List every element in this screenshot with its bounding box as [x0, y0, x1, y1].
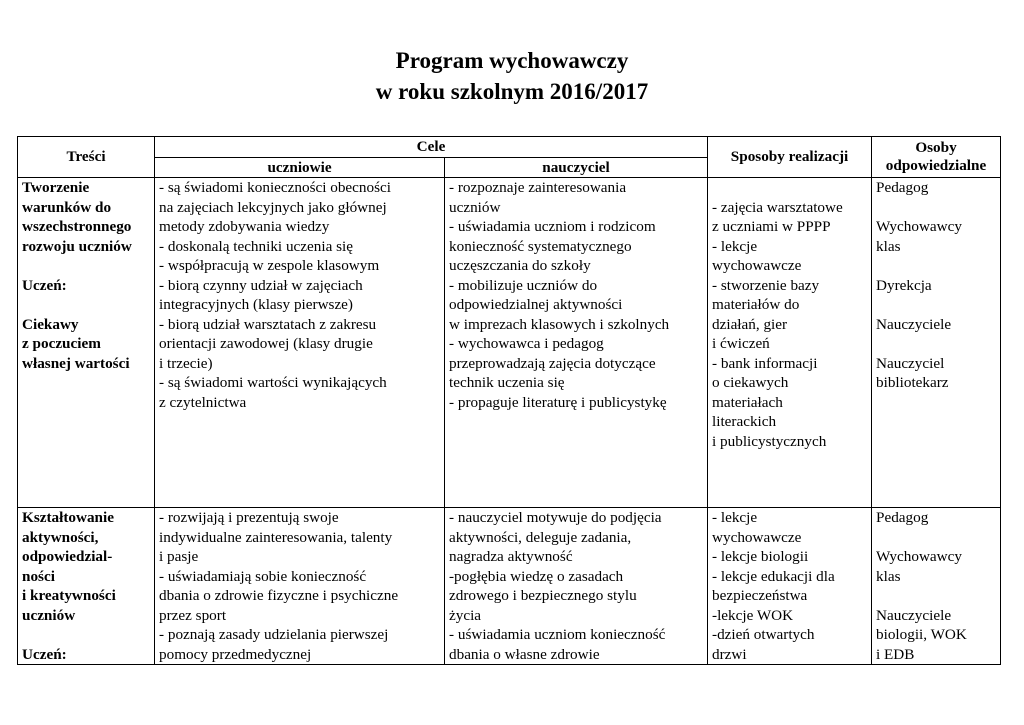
header-sposoby-realizacji: Sposoby realizacji	[708, 137, 872, 178]
cell-sposoby-realizacji: - zajęcia warsztatowe z uczniami w PPPP - lekcje wychowawcze - stworzenie bazy materiałów do działań, gier i ćwiczeń - bank informacji o ciekawych materiałach literackich i publicystycznych	[708, 178, 872, 508]
header-nauczyciel: nauczyciel	[445, 157, 708, 178]
header-tresci: Treści	[18, 137, 155, 178]
cell-uczniowie: - są świadomi konieczności obecności na zajęciach lekcyjnych jako głównej metody zdobywania wiedzy - doskonalą techniki uczenia się - współpracują w zespole klasowym - biorą czynny udział w zajęciach integracyjnych (klasy pierwsze) - biorą udział warsztatach z zakresu orientacji zawodowej (klasy drugie i trzecie) - są świadomi wartości wynikających z czytelnictwa	[155, 178, 445, 508]
cell-osoby-odpowiedzialne: Pedagog Wychowawcy klas Nauczyciele biologii, WOK i EDB	[872, 508, 1001, 665]
document-title-line1: Program wychowawczy	[395, 48, 629, 73]
cell-osoby-odpowiedzialne: Pedagog Wychowawcy klas Dyrekcja Nauczyciele Nauczyciel bibliotekarz	[872, 178, 1001, 508]
header-osoby-text: Osoby odpowiedzialne	[885, 139, 987, 174]
header-cele: Cele	[155, 137, 708, 158]
header-osoby-odpowiedzialne	[872, 137, 1001, 178]
cell-nauczyciel: - nauczyciel motywuje do podjęcia aktywności, deleguje zadania, nagradza aktywność -pogłębia wiedzę o zasadach zdrowego i bezpiecznego stylu życia - uświadamia uczniom konieczność dbania o własne zdrowie	[445, 508, 708, 665]
cell-tresci: Tworzenie warunków do wszechstronnego rozwoju uczniów Uczeń: Ciekawy z poczuciem własnej wartości	[18, 178, 155, 508]
cell-sposoby-realizacji: - lekcje wychowawcze - lekcje biologii - lekcje edukacji dla bezpieczeństwa -lekcje WOK -dzień otwartych drzwi	[708, 508, 872, 665]
table-row	[18, 178, 1001, 508]
cell-nauczyciel: - rozpoznaje zainteresowania uczniów - uświadamia uczniom i rodzicom konieczność systematycznego uczęszczania do szkoły - mobilizuje uczniów do odpowiedzialnej aktywności w imprezach klasowych i szkolnych - wychowawca i pedagog przeprowadzają zajęcia dotyczące technik uczenia się - propaguje literaturę i publicystykę	[445, 178, 708, 508]
program-table	[17, 136, 1001, 665]
cell-uczniowie: - rozwijają i prezentują swoje indywidualne zainteresowania, talenty i pasje - uświadamiają sobie konieczność dbania o zdrowie fizyczne i psychiczne przez sport - poznają zasady udzielania pierwszej pomocy przedmedycznej	[155, 508, 445, 665]
header-uczniowie: uczniowie	[155, 157, 445, 178]
cell-tresci: Kształtowanie aktywności, odpowiedzial- ności i kreatywności uczniów Uczeń:	[18, 508, 155, 665]
document-title-line2: w roku szkolnym 2016/2017	[375, 79, 649, 104]
table-row	[18, 508, 1001, 665]
